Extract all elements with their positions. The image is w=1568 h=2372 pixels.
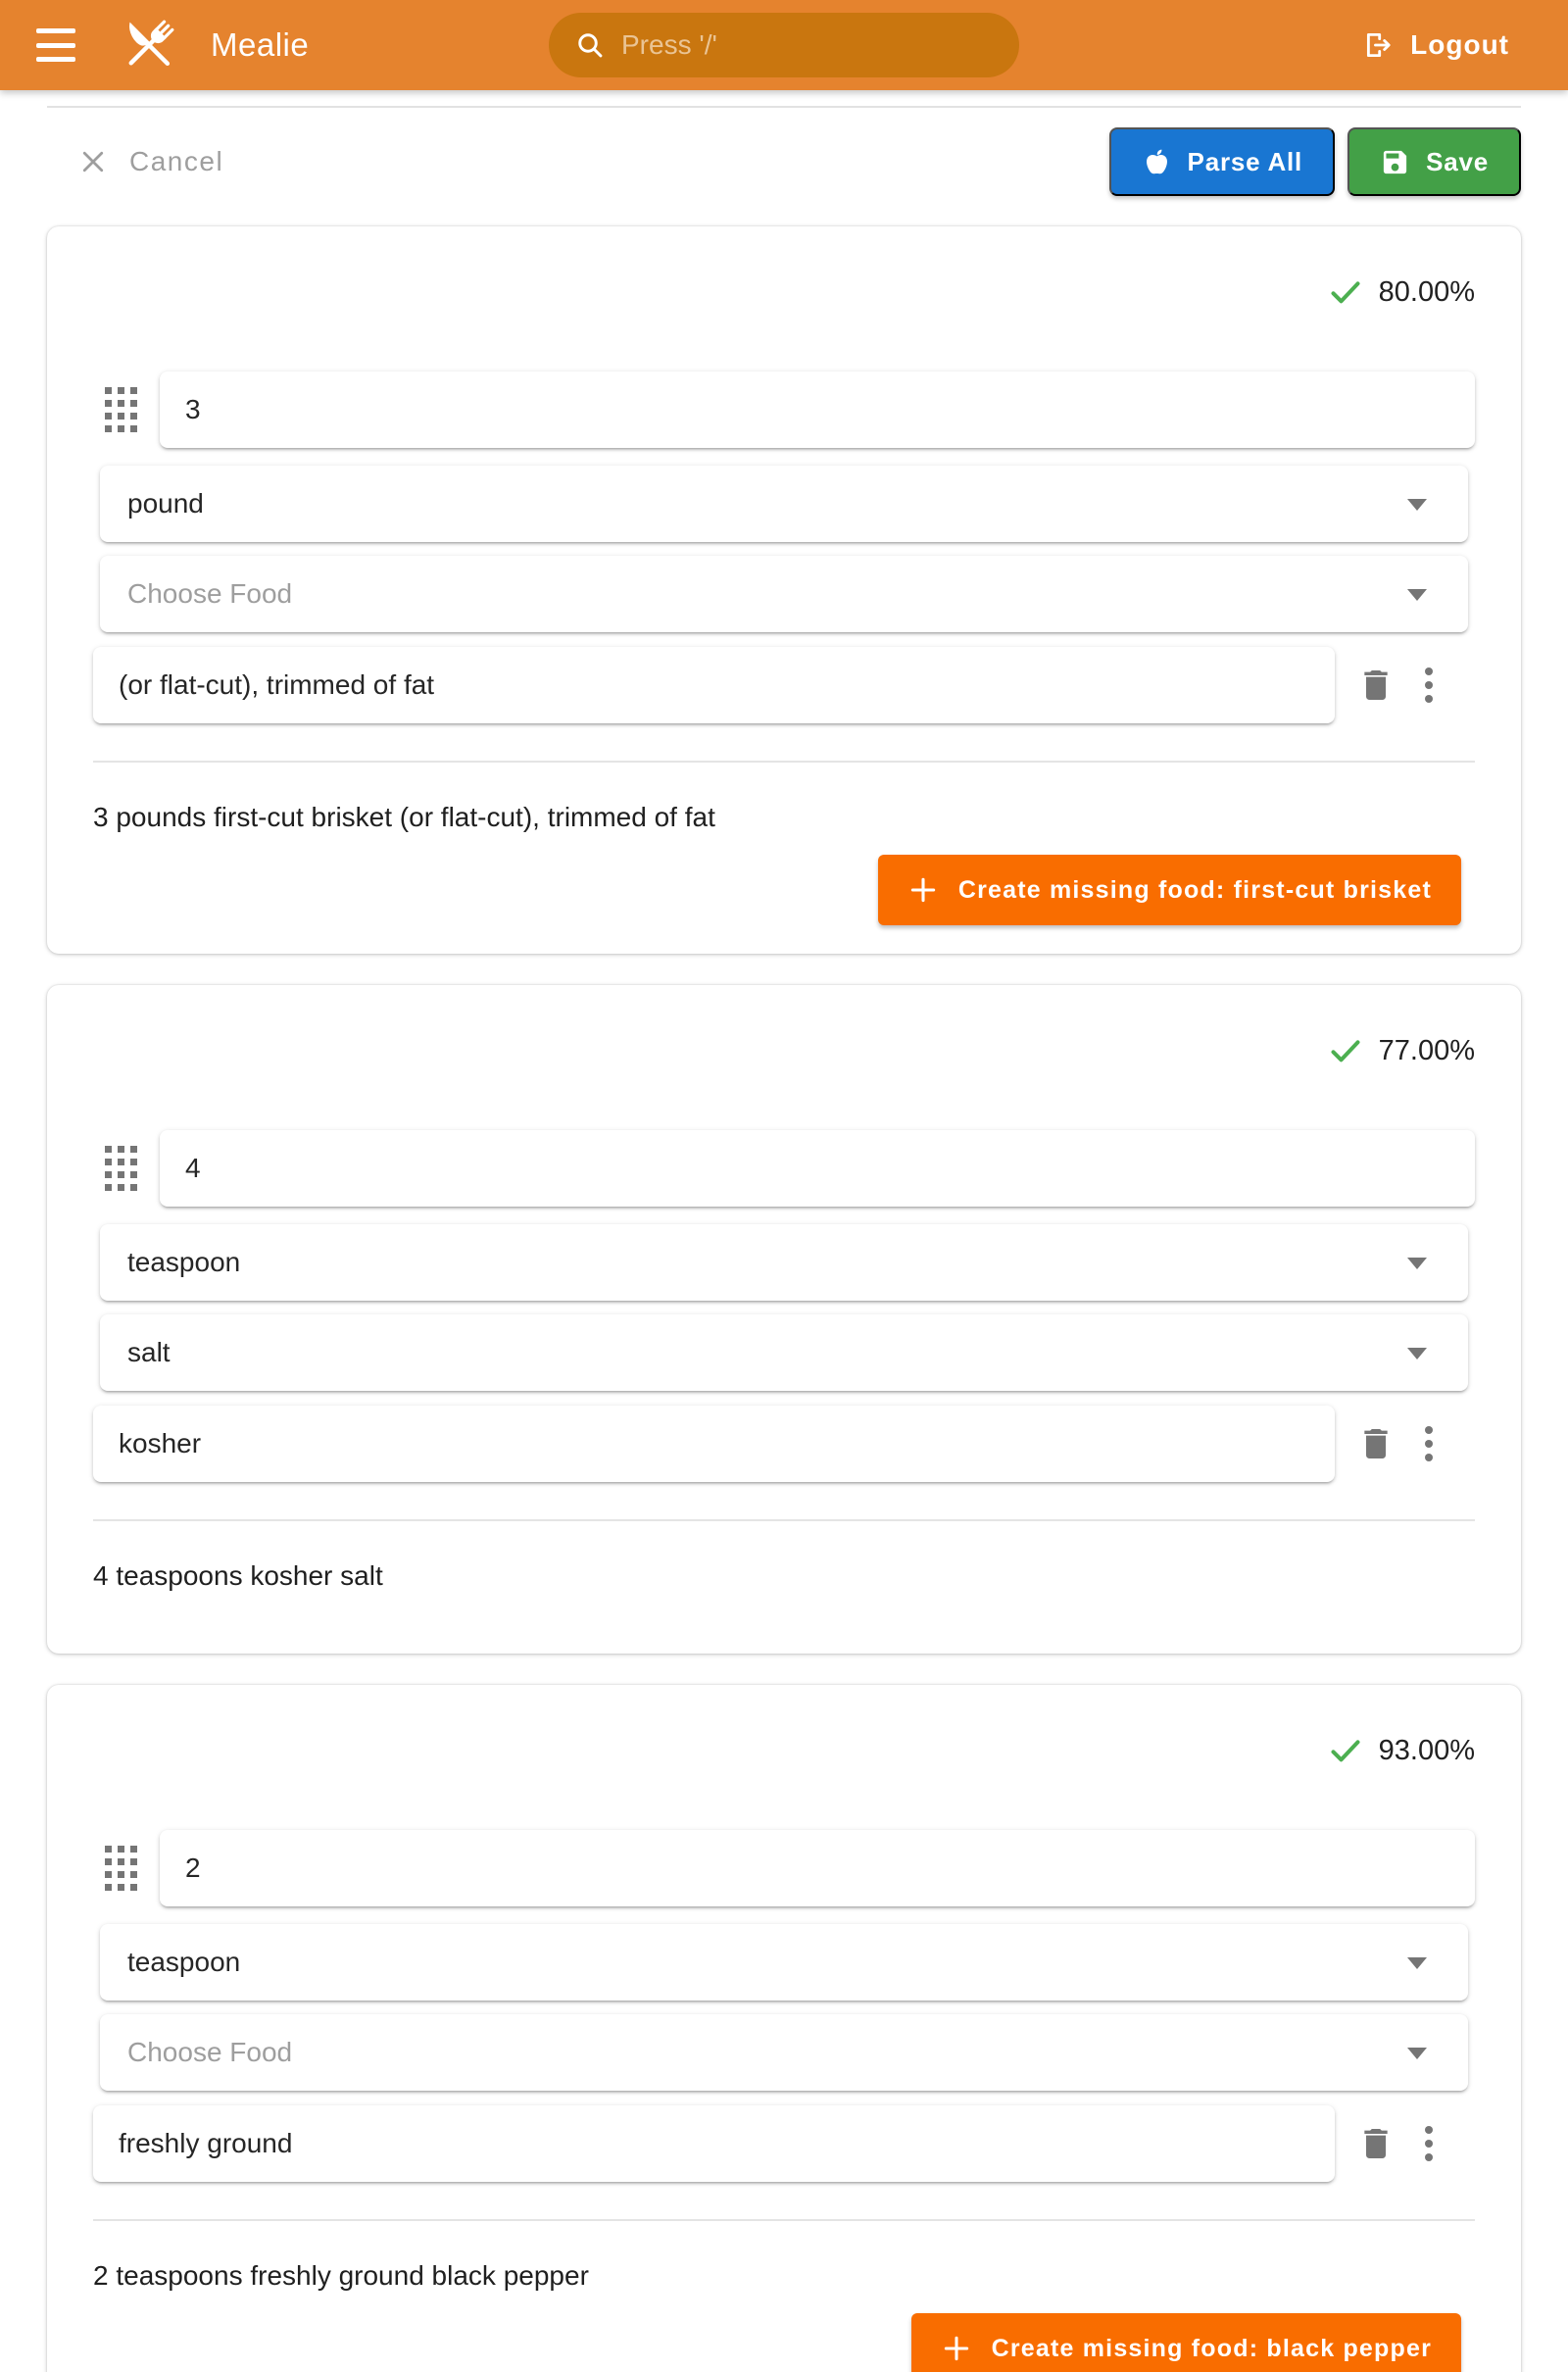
unit-select[interactable] xyxy=(100,466,1468,542)
quantity-row xyxy=(93,1130,1475,1207)
logout-button[interactable] xyxy=(1362,0,1509,90)
ingredient-list xyxy=(47,226,1521,2372)
note-row xyxy=(93,1406,1475,1482)
quantity-input[interactable] xyxy=(160,371,1475,448)
toolbar xyxy=(47,127,1521,196)
original-text: 4 teaspoons kosher salt xyxy=(93,1560,383,1591)
save-icon xyxy=(1380,147,1410,177)
save-label: Save xyxy=(1426,146,1489,176)
more-options-button[interactable] xyxy=(1425,667,1433,703)
plus-icon xyxy=(941,2333,972,2364)
create-missing-food-button[interactable] xyxy=(878,855,1461,925)
create-missing-food-label: Create missing food: black pepper xyxy=(991,2334,1432,2362)
confidence-badge xyxy=(93,1032,1475,1069)
divider xyxy=(93,2219,1475,2221)
app-title: Mealie xyxy=(211,26,310,63)
original-text: 2 teaspoons freshly ground black pepper xyxy=(93,2260,589,2291)
dots-vertical-icon xyxy=(1425,667,1433,675)
search-bar[interactable] xyxy=(549,13,1019,77)
more-options-button[interactable] xyxy=(1425,2126,1433,2161)
create-missing-food-label: Create missing food: first-cut brisket xyxy=(957,875,1432,904)
food-select[interactable] xyxy=(100,1314,1468,1391)
food-value: salt xyxy=(127,1337,171,1367)
logout-label: Logout xyxy=(1410,29,1509,60)
chevron-down-icon xyxy=(1407,1348,1427,1359)
check-icon xyxy=(1326,1031,1365,1070)
cancel-button[interactable] xyxy=(47,146,223,177)
cancel-label: Cancel xyxy=(129,146,224,176)
apple-icon xyxy=(1142,147,1172,177)
delete-button[interactable] xyxy=(1356,1424,1396,1463)
ingredient-card xyxy=(47,985,1521,1654)
note-input[interactable] xyxy=(93,647,1335,723)
search-icon xyxy=(574,29,606,61)
plus-icon xyxy=(907,874,939,906)
quantity-input[interactable] xyxy=(160,1830,1475,1906)
quantity-input[interactable] xyxy=(160,1130,1475,1207)
dots-vertical-icon xyxy=(1425,1426,1433,1434)
trash-icon xyxy=(1356,2124,1396,2163)
create-missing-food-button[interactable] xyxy=(911,2313,1461,2372)
chevron-down-icon xyxy=(1407,499,1427,511)
trash-icon xyxy=(1356,1424,1396,1463)
food-select[interactable] xyxy=(100,556,1468,632)
divider xyxy=(93,1519,1475,1521)
check-icon xyxy=(1326,272,1365,312)
food-placeholder: Choose Food xyxy=(127,578,293,609)
toolbar-actions xyxy=(1109,127,1521,196)
chevron-down-icon xyxy=(1407,2048,1427,2059)
divider xyxy=(93,761,1475,763)
menu-icon[interactable] xyxy=(36,28,75,62)
unit-value: teaspoon xyxy=(127,1947,241,1977)
quantity-row xyxy=(93,1830,1475,1906)
close-icon xyxy=(78,147,108,176)
chevron-down-icon xyxy=(1407,1957,1427,1969)
confidence-badge xyxy=(93,273,1475,311)
save-button[interactable] xyxy=(1348,127,1521,196)
create-row xyxy=(93,855,1475,925)
drag-handle[interactable] xyxy=(105,1146,137,1191)
dots-vertical-icon xyxy=(1425,2126,1433,2134)
create-row xyxy=(93,2313,1475,2372)
confidence-badge xyxy=(93,1732,1475,1769)
confidence-value: 93.00% xyxy=(1378,1734,1475,1766)
food-placeholder: Choose Food xyxy=(127,2037,293,2067)
unit-select[interactable] xyxy=(100,1924,1468,2001)
more-options-button[interactable] xyxy=(1425,1426,1433,1461)
note-row xyxy=(93,2105,1475,2182)
divider xyxy=(47,106,1521,108)
trash-icon xyxy=(1356,666,1396,705)
original-text: 3 pounds first-cut brisket (or flat-cut), trimmed of fat xyxy=(93,802,715,832)
confidence-value: 80.00% xyxy=(1378,275,1475,308)
note-row xyxy=(93,647,1475,723)
unit-select[interactable] xyxy=(100,1224,1468,1301)
confidence-value: 77.00% xyxy=(1378,1034,1475,1066)
drag-handle[interactable] xyxy=(105,387,137,432)
parse-all-label: Parse All xyxy=(1187,146,1303,176)
ingredient-card xyxy=(47,1685,1521,2372)
search-input[interactable] xyxy=(621,29,994,61)
note-input[interactable] xyxy=(93,2105,1335,2182)
food-select[interactable] xyxy=(100,2014,1468,2091)
app-bar xyxy=(0,0,1568,90)
note-input[interactable] xyxy=(93,1406,1335,1482)
app-logo-icon xyxy=(117,13,181,77)
chevron-down-icon xyxy=(1407,1258,1427,1269)
unit-value: pound xyxy=(127,488,204,519)
delete-button[interactable] xyxy=(1356,2124,1396,2163)
logout-icon xyxy=(1362,28,1396,62)
drag-handle[interactable] xyxy=(105,1846,137,1891)
chevron-down-icon xyxy=(1407,589,1427,601)
quantity-row xyxy=(93,371,1475,448)
check-icon xyxy=(1326,1731,1365,1770)
delete-button[interactable] xyxy=(1356,666,1396,705)
unit-value: teaspoon xyxy=(127,1247,241,1277)
parse-all-button[interactable] xyxy=(1109,127,1336,196)
ingredient-card xyxy=(47,226,1521,954)
